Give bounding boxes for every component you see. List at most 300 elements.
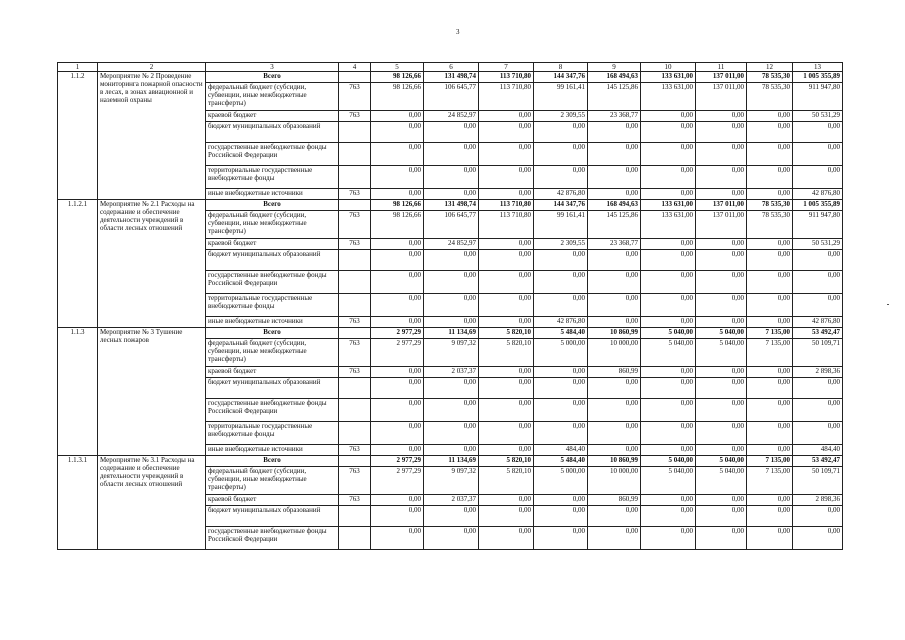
measure-title: Мероприятие № 3.1 Расходы на содержание и обеспечение деятельности учреждений в области лесных отношений xyxy=(98,456,206,550)
measure-title: Мероприятие № 2.1 Расходы на содержание и обеспечение деятельности учреждений в области лесных отношений xyxy=(98,200,206,328)
amount-cell: 0,00 xyxy=(696,122,747,143)
budget-code: 763 xyxy=(339,495,371,506)
amount-cell: 0,00 xyxy=(588,271,641,294)
funding-source: краевой бюджет xyxy=(206,367,339,378)
budget-code xyxy=(339,527,371,550)
amount-cell: 2 977,29 xyxy=(371,467,424,495)
amount-cell: 0,00 xyxy=(588,399,641,422)
amount-cell: 0,00 xyxy=(371,422,424,445)
column-number: 6 xyxy=(424,63,479,72)
amount-cell: 5 040,00 xyxy=(696,467,747,495)
table-row-total xyxy=(58,328,843,339)
amount-cell: 0,00 xyxy=(479,527,534,550)
amount-cell: 0,00 xyxy=(641,399,696,422)
budget-code: 763 xyxy=(339,339,371,367)
funding-source: Всего xyxy=(206,200,339,211)
amount-cell: 0,00 xyxy=(641,445,696,456)
measure-code: 1.1.3.1 xyxy=(58,456,98,550)
amount-cell: 0,00 xyxy=(747,239,793,250)
amount-cell: 0,00 xyxy=(424,122,479,143)
budget-code: 763 xyxy=(339,189,371,200)
budget-code: 763 xyxy=(339,83,371,111)
amount-cell: 0,00 xyxy=(424,294,479,317)
amount-cell: 0,00 xyxy=(641,294,696,317)
budget-code xyxy=(339,506,371,527)
amount-cell: 0,00 xyxy=(696,239,747,250)
column-number-row xyxy=(58,63,843,72)
amount-cell: 0,00 xyxy=(747,111,793,122)
amount-cell: 0,00 xyxy=(747,143,793,166)
amount-cell: 0,00 xyxy=(641,422,696,445)
amount-cell: 5 040,00 xyxy=(641,339,696,367)
funding-source: федеральный бюджет (субсидии, субвенции, иные межбюджетные трансферты) xyxy=(206,83,339,111)
funding-source: бюджет муниципальных образований xyxy=(206,378,339,399)
funding-source: краевой бюджет xyxy=(206,239,339,250)
amount-cell: 0,00 xyxy=(793,399,843,422)
amount-cell: 0,00 xyxy=(747,271,793,294)
amount-cell: 0,00 xyxy=(747,495,793,506)
amount-cell: 133 631,00 xyxy=(641,83,696,111)
amount-cell: 0,00 xyxy=(371,495,424,506)
amount-cell: 42 876,80 xyxy=(793,317,843,328)
amount-cell: 0,00 xyxy=(747,250,793,271)
amount-cell: 5 040,00 xyxy=(696,328,747,339)
budget-code xyxy=(339,250,371,271)
amount-cell: 133 631,00 xyxy=(641,72,696,83)
amount-cell: 0,00 xyxy=(641,250,696,271)
budget-code xyxy=(339,294,371,317)
amount-cell: 0,00 xyxy=(588,506,641,527)
amount-cell: 23 368,77 xyxy=(588,111,641,122)
amount-cell: 0,00 xyxy=(641,111,696,122)
amount-cell: 78 535,30 xyxy=(747,72,793,83)
amount-cell: 0,00 xyxy=(479,111,534,122)
amount-cell: 5 000,00 xyxy=(534,467,588,495)
amount-cell: 168 494,63 xyxy=(588,200,641,211)
amount-cell: 106 645,77 xyxy=(424,211,479,239)
amount-cell: 0,00 xyxy=(793,271,843,294)
amount-cell: 78 535,30 xyxy=(747,200,793,211)
amount-cell: 0,00 xyxy=(371,111,424,122)
amount-cell: 78 535,30 xyxy=(747,83,793,111)
amount-cell: 0,00 xyxy=(747,378,793,399)
funding-source: федеральный бюджет (субсидии, субвенции, иные межбюджетные трансферты) xyxy=(206,211,339,239)
amount-cell: 0,00 xyxy=(588,378,641,399)
amount-cell: 24 852,97 xyxy=(424,111,479,122)
column-number: 2 xyxy=(98,63,206,72)
amount-cell: 137 011,00 xyxy=(696,83,747,111)
amount-cell: 0,00 xyxy=(793,378,843,399)
amount-cell: 0,00 xyxy=(696,422,747,445)
budget-code xyxy=(339,399,371,422)
budget-code: 763 xyxy=(339,367,371,378)
budget-code xyxy=(339,72,371,83)
funding-source: государственные внебюджетные фонды Российской Федерации xyxy=(206,143,339,166)
amount-cell: 0,00 xyxy=(424,143,479,166)
amount-cell: 0,00 xyxy=(371,166,424,189)
budget-code: 763 xyxy=(339,111,371,122)
amount-cell: 0,00 xyxy=(371,250,424,271)
amount-cell: 0,00 xyxy=(371,239,424,250)
amount-cell: 1 005 355,89 xyxy=(793,200,843,211)
amount-cell: 50 531,29 xyxy=(793,111,843,122)
amount-cell: 0,00 xyxy=(588,422,641,445)
amount-cell: 42 876,80 xyxy=(793,189,843,200)
scan-speck xyxy=(887,304,889,305)
amount-cell: 0,00 xyxy=(479,495,534,506)
column-number: 3 xyxy=(206,63,339,72)
amount-cell: 860,99 xyxy=(588,367,641,378)
column-number: 5 xyxy=(371,63,424,72)
amount-cell: 0,00 xyxy=(424,399,479,422)
amount-cell: 137 011,00 xyxy=(696,211,747,239)
amount-cell: 0,00 xyxy=(696,445,747,456)
amount-cell: 0,00 xyxy=(747,189,793,200)
amount-cell: 0,00 xyxy=(696,378,747,399)
amount-cell: 0,00 xyxy=(479,239,534,250)
amount-cell: 0,00 xyxy=(479,166,534,189)
amount-cell: 0,00 xyxy=(641,239,696,250)
amount-cell: 0,00 xyxy=(641,495,696,506)
amount-cell: 168 494,63 xyxy=(588,72,641,83)
amount-cell: 5 040,00 xyxy=(641,456,696,467)
amount-cell: 0,00 xyxy=(793,122,843,143)
amount-cell: 2 898,36 xyxy=(793,495,843,506)
funding-source: иные внебюджетные источники xyxy=(206,445,339,456)
amount-cell: 23 368,77 xyxy=(588,239,641,250)
amount-cell: 131 498,74 xyxy=(424,72,479,83)
amount-cell: 5 040,00 xyxy=(696,456,747,467)
amount-cell: 5 040,00 xyxy=(696,339,747,367)
amount-cell: 0,00 xyxy=(371,317,424,328)
amount-cell: 911 947,80 xyxy=(793,211,843,239)
amount-cell: 0,00 xyxy=(479,122,534,143)
amount-cell: 5 040,00 xyxy=(641,328,696,339)
amount-cell: 10 860,99 xyxy=(588,456,641,467)
funding-source: бюджет муниципальных образований xyxy=(206,250,339,271)
amount-cell: 911 947,80 xyxy=(793,83,843,111)
amount-cell: 0,00 xyxy=(696,399,747,422)
amount-cell: 0,00 xyxy=(793,506,843,527)
amount-cell: 0,00 xyxy=(424,166,479,189)
amount-cell: 0,00 xyxy=(696,527,747,550)
amount-cell: 53 492,47 xyxy=(793,456,843,467)
amount-cell: 2 977,29 xyxy=(371,339,424,367)
amount-cell: 24 852,97 xyxy=(424,239,479,250)
amount-cell: 5 820,10 xyxy=(479,467,534,495)
amount-cell: 11 134,69 xyxy=(424,456,479,467)
amount-cell: 0,00 xyxy=(534,367,588,378)
amount-cell: 1 005 355,89 xyxy=(793,72,843,83)
funding-source: иные внебюджетные источники xyxy=(206,317,339,328)
funding-source: территориальные государственные внебюджетные фонды xyxy=(206,294,339,317)
amount-cell: 0,00 xyxy=(534,166,588,189)
amount-cell: 98 126,66 xyxy=(371,200,424,211)
amount-cell: 0,00 xyxy=(588,317,641,328)
amount-cell: 0,00 xyxy=(371,506,424,527)
amount-cell: 0,00 xyxy=(641,122,696,143)
column-number: 1 xyxy=(58,63,98,72)
amount-cell: 0,00 xyxy=(641,378,696,399)
amount-cell: 145 125,86 xyxy=(588,83,641,111)
amount-cell: 0,00 xyxy=(424,250,479,271)
amount-cell: 113 710,80 xyxy=(479,200,534,211)
funding-source: Всего xyxy=(206,456,339,467)
amount-cell: 42 876,80 xyxy=(534,317,588,328)
amount-cell: 53 492,47 xyxy=(793,328,843,339)
amount-cell: 5 484,40 xyxy=(534,328,588,339)
amount-cell: 7 135,00 xyxy=(747,456,793,467)
amount-cell: 0,00 xyxy=(479,422,534,445)
amount-cell: 9 097,32 xyxy=(424,339,479,367)
amount-cell: 5 820,10 xyxy=(479,328,534,339)
amount-cell: 113 710,80 xyxy=(479,72,534,83)
amount-cell: 0,00 xyxy=(534,143,588,166)
amount-cell: 137 011,00 xyxy=(696,72,747,83)
amount-cell: 0,00 xyxy=(371,527,424,550)
amount-cell: 0,00 xyxy=(424,506,479,527)
amount-cell: 0,00 xyxy=(424,271,479,294)
amount-cell: 0,00 xyxy=(588,122,641,143)
funding-source: краевой бюджет xyxy=(206,111,339,122)
amount-cell: 144 347,76 xyxy=(534,200,588,211)
amount-cell: 0,00 xyxy=(588,189,641,200)
measure-title: Мероприятие № 3 Тушение лесных пожаров xyxy=(98,328,206,456)
amount-cell: 0,00 xyxy=(793,143,843,166)
amount-cell: 7 135,00 xyxy=(747,328,793,339)
amount-cell: 5 040,00 xyxy=(641,467,696,495)
amount-cell: 0,00 xyxy=(479,317,534,328)
amount-cell: 0,00 xyxy=(641,189,696,200)
amount-cell: 0,00 xyxy=(696,294,747,317)
budget-code xyxy=(339,378,371,399)
column-number: 13 xyxy=(793,63,843,72)
amount-cell: 0,00 xyxy=(371,367,424,378)
amount-cell: 2 898,36 xyxy=(793,367,843,378)
amount-cell: 2 037,37 xyxy=(424,495,479,506)
amount-cell: 99 161,41 xyxy=(534,83,588,111)
amount-cell: 0,00 xyxy=(641,166,696,189)
funding-source: государственные внебюджетные фонды Российской Федерации xyxy=(206,527,339,550)
amount-cell: 10 000,00 xyxy=(588,339,641,367)
amount-cell: 0,00 xyxy=(371,189,424,200)
amount-cell: 0,00 xyxy=(641,271,696,294)
amount-cell: 0,00 xyxy=(747,294,793,317)
amount-cell: 2 309,55 xyxy=(534,111,588,122)
funding-source: бюджет муниципальных образований xyxy=(206,122,339,143)
table-row-total xyxy=(58,200,843,211)
funding-source: территориальные государственные внебюджетные фонды xyxy=(206,422,339,445)
amount-cell: 0,00 xyxy=(588,445,641,456)
budget-table xyxy=(57,62,843,550)
amount-cell: 0,00 xyxy=(747,445,793,456)
budget-code: 763 xyxy=(339,445,371,456)
amount-cell: 0,00 xyxy=(696,367,747,378)
amount-cell: 0,00 xyxy=(793,250,843,271)
amount-cell: 2 977,29 xyxy=(371,456,424,467)
amount-cell: 0,00 xyxy=(588,143,641,166)
budget-code xyxy=(339,143,371,166)
column-number: 8 xyxy=(534,63,588,72)
amount-cell: 99 161,41 xyxy=(534,211,588,239)
column-number: 4 xyxy=(339,63,371,72)
amount-cell: 137 011,00 xyxy=(696,200,747,211)
amount-cell: 0,00 xyxy=(747,399,793,422)
funding-source: Всего xyxy=(206,72,339,83)
funding-source: бюджет муниципальных образований xyxy=(206,506,339,527)
table-row-total xyxy=(58,72,843,83)
amount-cell: 131 498,74 xyxy=(424,200,479,211)
amount-cell: 113 710,80 xyxy=(479,83,534,111)
amount-cell: 0,00 xyxy=(479,506,534,527)
amount-cell: 0,00 xyxy=(641,367,696,378)
amount-cell: 113 710,80 xyxy=(479,211,534,239)
budget-code xyxy=(339,456,371,467)
amount-cell: 0,00 xyxy=(371,143,424,166)
funding-source: территориальные государственные внебюджетные фонды xyxy=(206,166,339,189)
amount-cell: 98 126,66 xyxy=(371,72,424,83)
amount-cell: 0,00 xyxy=(641,317,696,328)
amount-cell: 0,00 xyxy=(696,143,747,166)
amount-cell: 0,00 xyxy=(793,294,843,317)
funding-source: федеральный бюджет (субсидии, субвенции, иные межбюджетные трансферты) xyxy=(206,467,339,495)
column-number: 9 xyxy=(588,63,641,72)
measure-code: 1.1.3 xyxy=(58,328,98,456)
amount-cell: 0,00 xyxy=(696,506,747,527)
amount-cell: 0,00 xyxy=(479,250,534,271)
budget-code xyxy=(339,122,371,143)
amount-cell: 0,00 xyxy=(747,122,793,143)
amount-cell: 0,00 xyxy=(747,317,793,328)
amount-cell: 5 820,10 xyxy=(479,339,534,367)
amount-cell: 133 631,00 xyxy=(641,200,696,211)
amount-cell: 133 631,00 xyxy=(641,211,696,239)
amount-cell: 484,40 xyxy=(793,445,843,456)
amount-cell: 5 000,00 xyxy=(534,339,588,367)
budget-code xyxy=(339,328,371,339)
amount-cell: 9 097,32 xyxy=(424,467,479,495)
amount-cell: 0,00 xyxy=(696,250,747,271)
amount-cell: 106 645,77 xyxy=(424,83,479,111)
column-number: 12 xyxy=(747,63,793,72)
funding-source: федеральный бюджет (субсидии, субвенции, иные межбюджетные трансферты) xyxy=(206,339,339,367)
budget-code: 763 xyxy=(339,317,371,328)
amount-cell: 0,00 xyxy=(479,294,534,317)
amount-cell: 0,00 xyxy=(696,495,747,506)
amount-cell: 484,40 xyxy=(534,445,588,456)
amount-cell: 0,00 xyxy=(424,422,479,445)
measure-code: 1.1.2 xyxy=(58,72,98,200)
amount-cell: 2 977,29 xyxy=(371,328,424,339)
amount-cell: 0,00 xyxy=(588,250,641,271)
measure-title: Мероприятие № 2 Проведение мониторинга пожарной опасности в лесах, в зонах авиационной и наземной охраны xyxy=(98,72,206,200)
amount-cell: 10 000,00 xyxy=(588,467,641,495)
amount-cell: 0,00 xyxy=(424,445,479,456)
amount-cell: 7 135,00 xyxy=(747,467,793,495)
budget-code: 763 xyxy=(339,211,371,239)
table-row-total xyxy=(58,456,843,467)
amount-cell: 0,00 xyxy=(793,166,843,189)
budget-code xyxy=(339,271,371,294)
amount-cell: 0,00 xyxy=(641,527,696,550)
amount-cell: 144 347,76 xyxy=(534,72,588,83)
amount-cell: 0,00 xyxy=(424,378,479,399)
amount-cell: 2 309,55 xyxy=(534,239,588,250)
amount-cell: 860,99 xyxy=(588,495,641,506)
amount-cell: 50 531,29 xyxy=(793,239,843,250)
amount-cell: 0,00 xyxy=(371,122,424,143)
amount-cell: 0,00 xyxy=(534,250,588,271)
amount-cell: 0,00 xyxy=(371,399,424,422)
amount-cell: 0,00 xyxy=(479,189,534,200)
amount-cell: 2 037,37 xyxy=(424,367,479,378)
amount-cell: 50 109,71 xyxy=(793,339,843,367)
amount-cell: 0,00 xyxy=(534,399,588,422)
amount-cell: 98 126,66 xyxy=(371,211,424,239)
amount-cell: 0,00 xyxy=(696,271,747,294)
column-number: 11 xyxy=(696,63,747,72)
budget-code: 763 xyxy=(339,467,371,495)
amount-cell: 50 109,71 xyxy=(793,467,843,495)
funding-source: Всего xyxy=(206,328,339,339)
amount-cell: 7 135,00 xyxy=(747,339,793,367)
amount-cell: 0,00 xyxy=(479,399,534,422)
amount-cell: 0,00 xyxy=(424,189,479,200)
amount-cell: 0,00 xyxy=(588,527,641,550)
amount-cell: 145 125,86 xyxy=(588,211,641,239)
amount-cell: 98 126,66 xyxy=(371,83,424,111)
funding-source: государственные внебюджетные фонды Российской Федерации xyxy=(206,399,339,422)
amount-cell: 0,00 xyxy=(479,143,534,166)
funding-source: государственные внебюджетные фонды Российской Федерации xyxy=(206,271,339,294)
amount-cell: 11 134,69 xyxy=(424,328,479,339)
amount-cell: 0,00 xyxy=(534,271,588,294)
column-number: 10 xyxy=(641,63,696,72)
column-number: 7 xyxy=(479,63,534,72)
amount-cell: 0,00 xyxy=(479,378,534,399)
amount-cell: 0,00 xyxy=(424,317,479,328)
measure-code: 1.1.2.1 xyxy=(58,200,98,328)
amount-cell: 42 876,80 xyxy=(534,189,588,200)
amount-cell: 0,00 xyxy=(371,294,424,317)
amount-cell: 0,00 xyxy=(371,378,424,399)
amount-cell: 0,00 xyxy=(371,271,424,294)
amount-cell: 0,00 xyxy=(747,367,793,378)
amount-cell: 0,00 xyxy=(424,527,479,550)
amount-cell: 0,00 xyxy=(534,122,588,143)
amount-cell: 0,00 xyxy=(479,367,534,378)
amount-cell: 0,00 xyxy=(534,495,588,506)
amount-cell: 0,00 xyxy=(793,422,843,445)
funding-source: краевой бюджет xyxy=(206,495,339,506)
amount-cell: 78 535,30 xyxy=(747,211,793,239)
budget-code xyxy=(339,422,371,445)
amount-cell: 0,00 xyxy=(479,445,534,456)
budget-code xyxy=(339,200,371,211)
amount-cell: 0,00 xyxy=(747,506,793,527)
amount-cell: 0,00 xyxy=(747,166,793,189)
amount-cell: 0,00 xyxy=(588,294,641,317)
amount-cell: 0,00 xyxy=(793,527,843,550)
amount-cell: 0,00 xyxy=(696,189,747,200)
budget-code xyxy=(339,166,371,189)
amount-cell: 0,00 xyxy=(534,294,588,317)
budget-code: 763 xyxy=(339,239,371,250)
amount-cell: 0,00 xyxy=(371,445,424,456)
amount-cell: 0,00 xyxy=(696,111,747,122)
page-number: 3 xyxy=(456,28,460,36)
amount-cell: 0,00 xyxy=(534,422,588,445)
